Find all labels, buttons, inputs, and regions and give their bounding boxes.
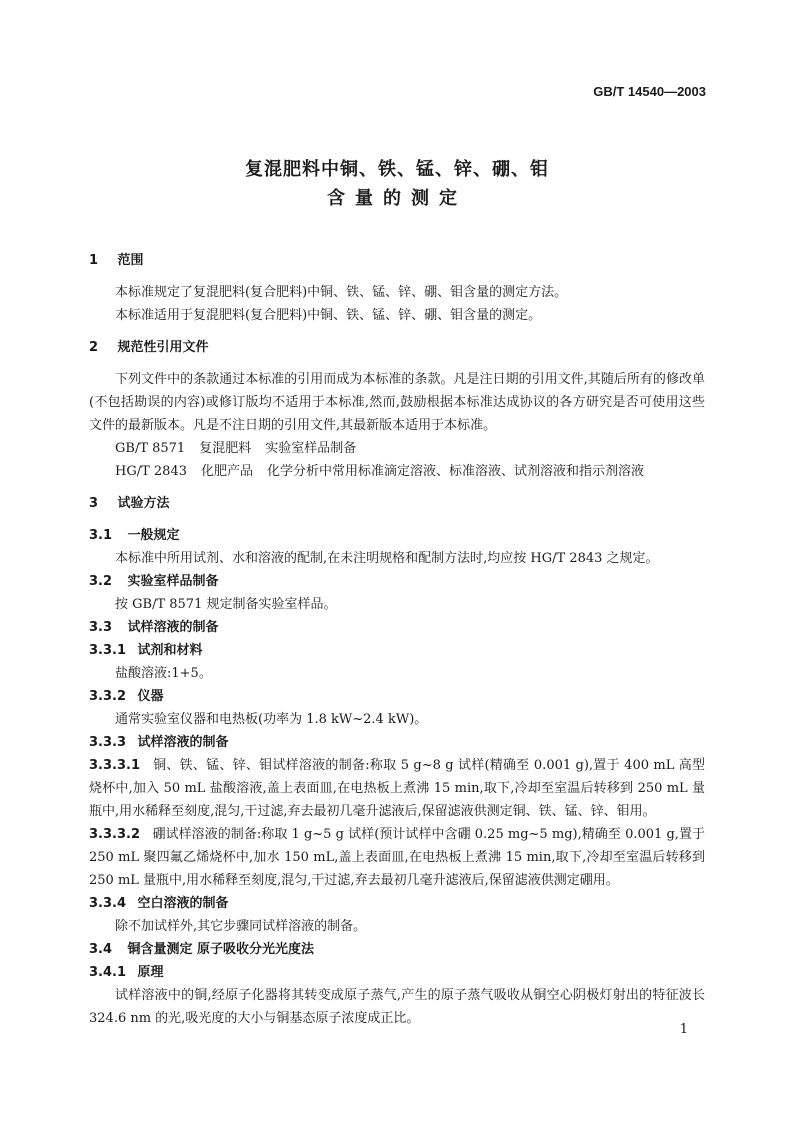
section-heading-3-4: [89, 938, 705, 961]
reference-item: [89, 460, 705, 483]
section-heading-3-4-1: [89, 961, 705, 984]
reference-code: GB/T 8571: [115, 441, 186, 456]
reference-title: 化学分析中常用标准滴定溶液、标准溶液、试剂溶液和指示剂溶液: [267, 464, 645, 479]
section-number: 3.3.1: [89, 643, 127, 658]
section-heading-1: [89, 249, 705, 272]
paragraph: 本标准适用于复混肥料(复合肥料)中铜、铁、锰、锌、硼、钼含量的测定。: [115, 308, 542, 323]
section-title: 试样溶液的制备: [137, 735, 229, 750]
document-title-line1: 复混肥料中铜、铁、锰、锌、硼、钼: [245, 159, 549, 180]
section-number: 3.4.1: [89, 965, 127, 980]
document-title-line2: 含量的测定: [327, 188, 467, 209]
section-heading-3-3-2: [89, 685, 705, 708]
clause-text: 硼试样溶液的制备:称取 1 g~5 g 试样(预计试样中含硼 0.25 mg~5 mg),精确至 0.001 g,置于 250 mL 聚四氟乙烯烧杯中,加水 150 mL,盖上表面皿,在电热板上煮沸 15 min,取下,冷却至室温后转移到 250 mL 量瓶中,用水稀释至刻度,混匀,干过滤,弃去最初几毫升滤液后,保留滤液供测定硼用。: [89, 827, 705, 888]
section-number: 3: [89, 496, 99, 511]
section-number: 3.3.2: [89, 689, 127, 704]
section-title: 仪器: [137, 689, 164, 704]
paragraph: 通常实验室仪器和电热板(功率为 1.8 kW~2.4 kW)。: [115, 712, 428, 727]
reference-title: 实验室样品制备: [265, 441, 357, 456]
section-heading-3-2: [89, 570, 705, 593]
section-number: 3.3.4: [89, 896, 127, 911]
section-title: 规范性引用文件: [117, 340, 209, 355]
paragraph: 下列文件中的条款通过本标准的引用而成为本标准的条款。凡是注日期的引用文件,其随后所有的修改单(不包括勘误的内容)或修订版均不适用于本标准,然而,鼓励根据本标准达成协议的各方研究是否可使用这些文件的最新版本。凡是不注日期的引用文件,其最新版本适用于本标准。: [89, 372, 705, 433]
page-number: 1: [679, 1022, 688, 1037]
clause-number: 3.3.3.2: [89, 827, 140, 842]
clause-text: 铜、铁、锰、锌、钼试样溶液的制备:称取 5 g~8 g 试样(精确至 0.001 g),置于 400 mL 高型烧杯中,加入 50 mL 盐酸溶液,盖上表面皿,在电热板上煮沸 15 min,取下,冷却至室温后转移到 250 mL 量瓶中,用水稀释至刻度,混匀,干过滤,弃去最初几毫升滤液后,保留滤液供测定铜、铁、锰、锌、钼用。: [89, 758, 705, 819]
section-number: 3.2: [89, 574, 113, 589]
section-heading-3-3: [89, 616, 705, 639]
document-body: [89, 249, 705, 1030]
section-number: 1: [89, 253, 99, 268]
section-number: 3.3: [89, 620, 113, 635]
paragraph: 按 GB/T 8571 规定制备实验室样品。: [115, 597, 337, 612]
section-title: 铜含量测定 原子吸收分光光度法: [127, 942, 315, 957]
section-title: 试剂和材料: [137, 643, 203, 658]
section-title: 空白溶液的制备: [137, 896, 229, 911]
section-heading-3-3-1: [89, 639, 705, 662]
section-title: 范围: [117, 253, 144, 268]
section-number: 3.1: [89, 528, 113, 543]
clause-3-3-3-2: [89, 823, 705, 892]
clause-number: 3.3.3.1: [89, 758, 140, 773]
section-number: 3.3.3: [89, 735, 127, 750]
clause-3-3-3-1: [89, 754, 705, 823]
section-title: 试验方法: [117, 496, 170, 511]
paragraph: 盐酸溶液:1+5。: [115, 666, 212, 681]
reference-title: 化肥产品: [201, 464, 254, 479]
section-heading-3-3-3: [89, 731, 705, 754]
section-title: 实验室样品制备: [127, 574, 219, 589]
section-heading-2: [89, 336, 705, 359]
paragraph: 除不加试样外,其它步骤同试样溶液的制备。: [115, 919, 367, 934]
paragraph: 本标准中所用试剂、水和溶液的配制,在未注明规格和配制方法时,均应按 HG/T 2843 之规定。: [115, 551, 659, 566]
section-number: 2: [89, 340, 99, 355]
section-heading-3: [89, 492, 705, 515]
reference-title: 复混肥料: [199, 441, 252, 456]
paragraph: 本标准规定了复混肥料(复合肥料)中铜、铁、锰、锌、硼、钼含量的测定方法。: [115, 285, 568, 300]
section-title: 原理: [137, 965, 164, 980]
paragraph: 试样溶液中的铜,经原子化器将其转变成原子蒸气,产生的原子蒸气吸收从铜空心阴极灯射出的特征波长 324.6 nm 的光,吸光度的大小与铜基态原子浓度成正比。: [89, 988, 705, 1026]
section-number: 3.4: [89, 942, 113, 957]
section-title: 一般规定: [127, 528, 180, 543]
reference-item: [89, 437, 705, 460]
section-heading-3-1: [89, 524, 705, 547]
section-title: 试样溶液的制备: [127, 620, 219, 635]
section-heading-3-3-4: [89, 892, 705, 915]
reference-code: HG/T 2843: [115, 464, 187, 479]
standard-code: GB/T 14540—2003: [593, 84, 706, 99]
